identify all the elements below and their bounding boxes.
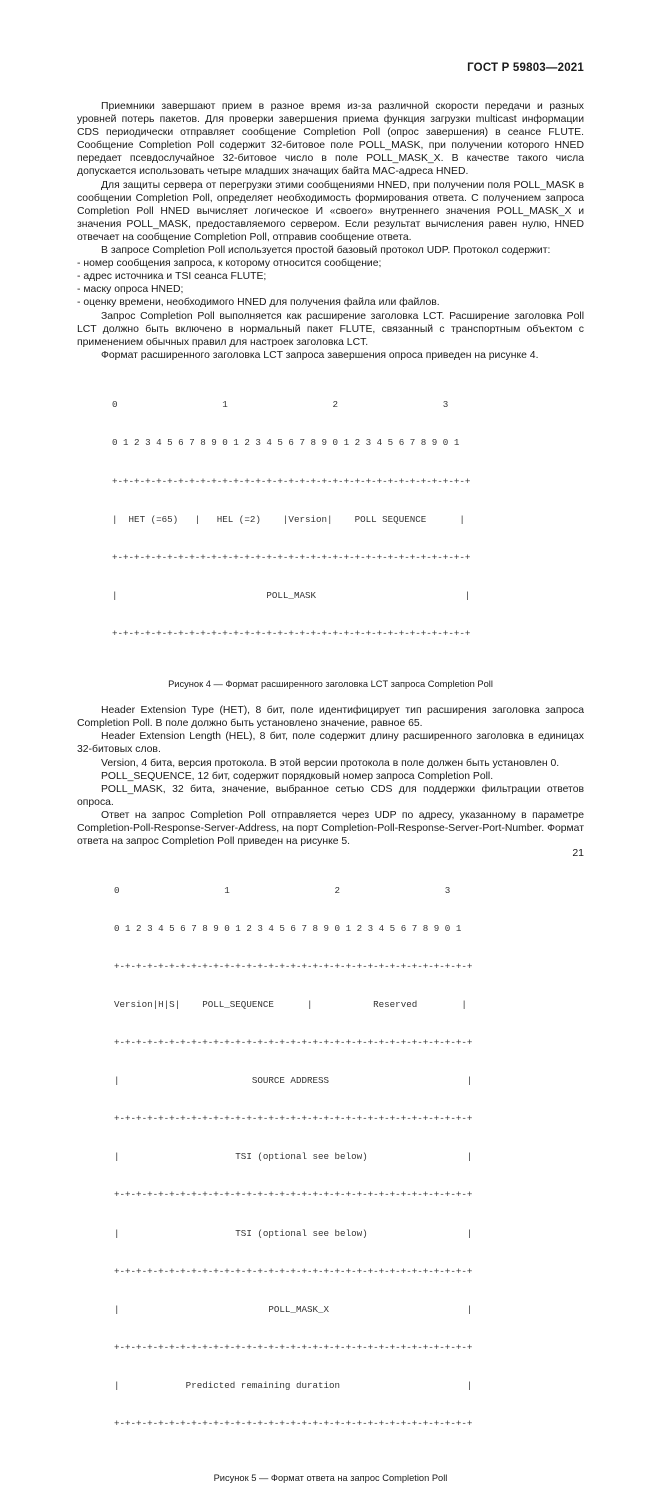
paragraph: Header Extension Type (HET), 8 бит, поле идентифицирует тип расширения заголовка запроса Completion Poll. В поле должно быть установлено значение, равное 65. bbox=[77, 705, 584, 730]
figure4-line: | HET (=65) | HEL (=2) |Version| POLL SEQUENCE | bbox=[112, 513, 465, 525]
list-item: - маску опроса HNED; bbox=[77, 284, 184, 296]
figure5-line: | POLL_MASK_X | bbox=[114, 1303, 473, 1315]
figure5-line: 0 1 2 3 4 5 6 7 8 9 0 1 2 3 4 5 6 7 8 9 0 1 2 3 4 5 6 7 8 9 0 1 bbox=[114, 922, 462, 934]
paragraph: Version, 4 бита, версия протокола. В этой версии протокола в поле должен быть установлен 0. bbox=[101, 757, 560, 769]
paragraph: Запрос Completion Poll выполняется как расширение заголовка LCT. Расширение заголовка Poll LCT должно быть включено в нормальный пакет FLUTE, связанный с транспортным объектом с применением обычных правил для настроек заголовка LCT. bbox=[77, 310, 584, 348]
figure5-line: +-+-+-+-+-+-+-+-+-+-+-+-+-+-+-+-+-+-+-+-+-+-+-+-+-+-+-+-+-+-+-+-+ bbox=[114, 1418, 473, 1430]
figure5-line: | SOURCE ADDRESS | bbox=[114, 1075, 473, 1087]
figure5-line: | TSI (optional see below) | bbox=[114, 1227, 473, 1239]
paragraph: Ответ на запрос Completion Poll отправляется через UDP по адресу, указанному в параметре Completion-Poll-Response-Server-Address, на порт Completion-Poll-Response-Server-Port-Number. Формат ответа на запрос Completion Poll приведен на рисунке 5. bbox=[77, 809, 584, 848]
page-number: 21 bbox=[572, 847, 584, 859]
figure4-line: +-+-+-+-+-+-+-+-+-+-+-+-+-+-+-+-+-+-+-+-+-+-+-+-+-+-+-+-+-+-+-+-+ bbox=[112, 475, 471, 487]
figure5-caption: Рисунок 5 — Формат ответа на запрос Completion Poll bbox=[213, 1473, 448, 1484]
figure4-line: +-+-+-+-+-+-+-+-+-+-+-+-+-+-+-+-+-+-+-+-+-+-+-+-+-+-+-+-+-+-+-+-+ bbox=[112, 551, 471, 563]
figure4-line: 0 1 2 3 bbox=[112, 399, 449, 411]
figure4-line: | POLL_MASK | bbox=[112, 589, 471, 601]
paragraph: В запросе Completion Poll используется простой базовый протокол UDP. Протокол содержит: bbox=[101, 245, 551, 257]
paragraph: Формат расширенного заголовка LCT запроса завершения опроса приведен на рисунке 4. bbox=[101, 349, 539, 361]
figure4-caption: Рисунок 4 — Формат расширенного заголовка LCT запроса Completion Poll bbox=[168, 679, 493, 690]
paragraph: Для защиты сервера от перегрузки этими сообщениями HNED, при получении поля POLL_MASK в сообщении Completion Poll, определяет необходимость формирования ответа. С получением запроса Completion Poll HNED вычисляет логическое И «своего» внутреннего значения POLL_MASK_X и значения POLL_MASK, предоставляемого сервером. Если результат вычисления равен нулю, HNED отвечает на сообщение Completion Poll, отправив сообщение ответа. bbox=[77, 179, 584, 243]
figure5-line: | Predicted remaining duration | bbox=[114, 1380, 473, 1391]
figure5-line: Version|H|S| POLL_SEQUENCE | Reserved | bbox=[114, 998, 467, 1010]
paragraph: POLL_MASK, 32 бита, значение, выбранное сетью CDS для поддержки фильтрации ответов опроса. bbox=[77, 783, 584, 808]
paragraph: POLL_SEQUENCE, 12 бит, содержит порядковый номер запроса Completion Poll. bbox=[101, 770, 494, 782]
paragraph: Header Extension Length (HEL), 8 бит, поле содержит длину расширенного заголовка в единицах 32-битовых слов. bbox=[77, 731, 584, 756]
figure4-line: +-+-+-+-+-+-+-+-+-+-+-+-+-+-+-+-+-+-+-+-+-+-+-+-+-+-+-+-+-+-+-+-+ bbox=[112, 627, 471, 639]
figure4-line: 0 1 2 3 4 5 6 7 8 9 0 1 2 3 4 5 6 7 8 9 0 1 2 3 4 5 6 7 8 9 0 1 bbox=[112, 437, 460, 449]
figure5-line: +-+-+-+-+-+-+-+-+-+-+-+-+-+-+-+-+-+-+-+-+-+-+-+-+-+-+-+-+-+-+-+-+ bbox=[114, 960, 473, 972]
standard-header: ГОСТ Р 59803—2021 bbox=[467, 62, 584, 74]
figure4-diagram bbox=[112, 374, 584, 666]
list-item: - оценку времени, необходимого HNED для получения файла или файлов. bbox=[77, 297, 440, 309]
figure5-line: 0 1 2 3 bbox=[114, 884, 451, 896]
figure5-line: +-+-+-+-+-+-+-+-+-+-+-+-+-+-+-+-+-+-+-+-+-+-+-+-+-+-+-+-+-+-+-+-+ bbox=[114, 1265, 473, 1277]
figure5-line: +-+-+-+-+-+-+-+-+-+-+-+-+-+-+-+-+-+-+-+-+-+-+-+-+-+-+-+-+-+-+-+-+ bbox=[114, 1037, 473, 1049]
list-item: - номер сообщения запроса, к которому относится сообщение; bbox=[77, 258, 382, 270]
figure5-line: +-+-+-+-+-+-+-+-+-+-+-+-+-+-+-+-+-+-+-+-+-+-+-+-+-+-+-+-+-+-+-+-+ bbox=[114, 1341, 473, 1353]
figure5-line: +-+-+-+-+-+-+-+-+-+-+-+-+-+-+-+-+-+-+-+-+-+-+-+-+-+-+-+-+-+-+-+-+ bbox=[114, 1189, 473, 1201]
paragraph: Приемники завершают прием в разное время из-за различной скорости передачи и разных уровней потерь пакетов. Для проверки завершения приема функция загрузки multicast информации CDS периодически отправляет сообщение Completion Poll (опрос завершения) в сеансе FLUTE. Сообщение Completion Poll содержит 32-битовое поле POLL_MASK, при получении которого HNED передает псевдослучайное 32-битовое число в поле POLL_MASK_X. В качестве такого числа допускается использовать четыре младших значащих байта MAC-адреса HNED. bbox=[77, 101, 584, 178]
figure5-line: +-+-+-+-+-+-+-+-+-+-+-+-+-+-+-+-+-+-+-+-+-+-+-+-+-+-+-+-+-+-+-+-+ bbox=[114, 1113, 473, 1125]
document-body bbox=[77, 100, 584, 1485]
figure5-diagram bbox=[114, 859, 584, 1456]
bullet-list bbox=[77, 257, 584, 309]
list-item: - адрес источника и TSI сеанса FLUTE; bbox=[77, 271, 267, 283]
figure5-line: | TSI (optional see below) | bbox=[114, 1151, 473, 1163]
